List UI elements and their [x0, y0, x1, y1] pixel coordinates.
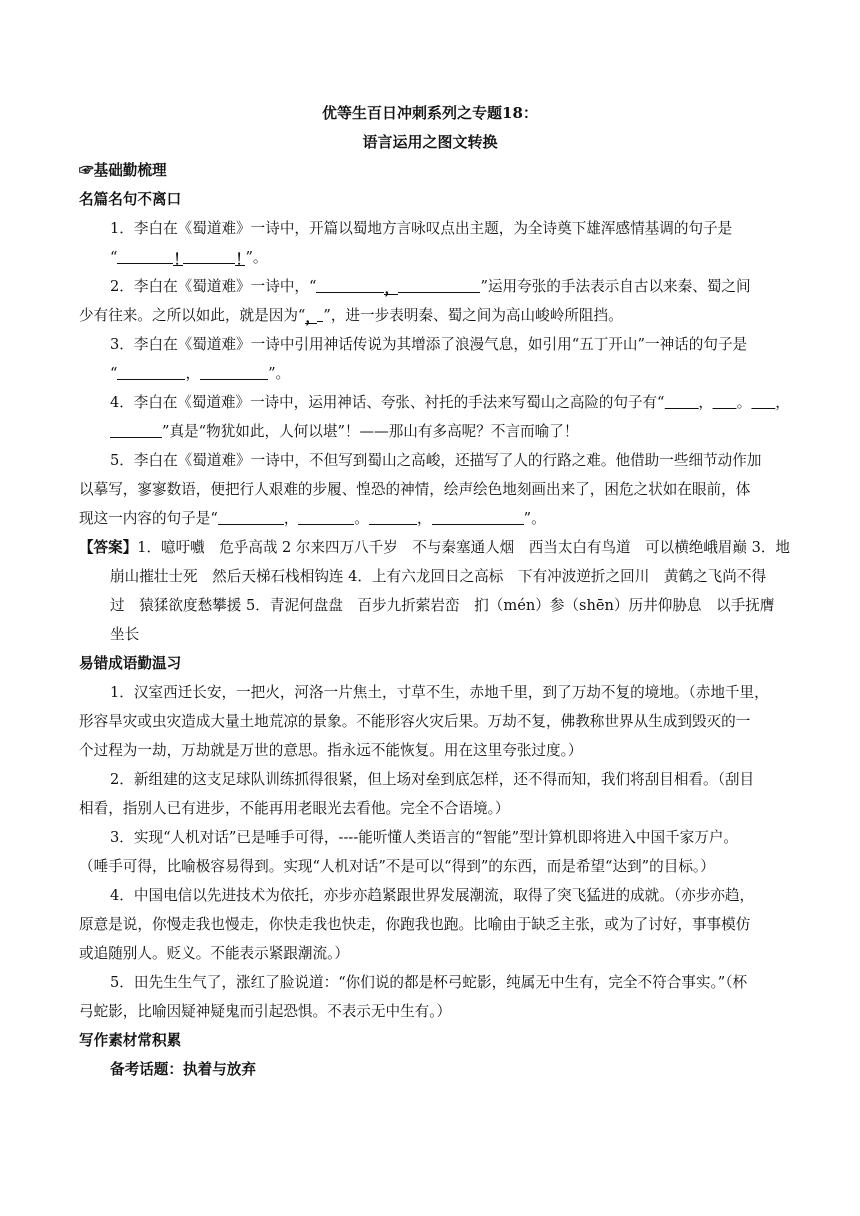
page-subtitle: 语言运用之图文转换: [362, 133, 498, 151]
idiom-4-line2: 原意是说，你慢走我也慢走，你快走我也快走，你跑我也跑。比喻由于缺乏主张，或为了讨好，事事模仿: [79, 916, 751, 933]
q3-blank-2[interactable]: [200, 365, 268, 380]
idiom-5-line1: 5．田先生生气了，涨红了脸说道：“你们说的都是杯弓蛇影，纯属无中生有，完全不符合事实。”（杯: [110, 974, 748, 991]
idiom-2-line1: 2．新组建的这支足球队训练抓得很紧，但上场对垒到底怎样，还不得而知，我们将刮目相看。（刮目: [110, 771, 755, 788]
q4-blank-2[interactable]: [713, 394, 737, 409]
idiom-3-line2: （唾手可得，比喻极容易得到。实现“人机对话”不是可以“得到”的东西，而是希望“达到”的目标。）: [79, 858, 715, 875]
q2-blank-1[interactable]: [316, 278, 384, 293]
section-heading-basics: ☞基础勤梳理: [79, 162, 167, 179]
q3-blanks: “ ， ”。: [110, 365, 291, 382]
q4-blank-3[interactable]: [751, 394, 775, 409]
q5-blank-3[interactable]: [369, 510, 417, 525]
q2-blank-2[interactable]: [398, 278, 480, 293]
heading-idioms: 易错成语勤温习: [79, 655, 182, 672]
q1-text: 1．李白在《蜀道难》一诗中，开篇以蜀地方言咏叹点出主题，为全诗奠下雄浑感情基调的句子是: [110, 220, 733, 237]
q5-line2: 以摹写，寥寥数语，便把行人艰难的步履、惶恐的神情，绘声绘色地刻画出来了，困危之状如在眼前，体: [79, 481, 751, 498]
q3-blank-1[interactable]: [117, 365, 185, 380]
q5-blank-2[interactable]: [298, 510, 354, 525]
q4-line2: ”真是“物犹如此，人何以堪”！——那山有多高呢？不言而喻了！: [110, 423, 578, 441]
page-title: 优等生百日冲刺系列之专题18：: [322, 104, 538, 122]
q4-blank-1[interactable]: [664, 394, 698, 409]
idiom-1-line1: 1．汉室西迁长安，一把火，河洛一片焦土，寸草不生，赤地千里，到了万劫不复的境地。（赤地千里，: [110, 684, 769, 701]
q5-line3: 现这一内容的句子是“ ， 。 ， ”。: [79, 510, 546, 527]
answer-line3: 过 猿猱欲度愁攀援 5．青泥何盘盘 百步九折萦岩峦 扪（mén）参（shēn）历井仰胁息 以手抚膺: [110, 597, 775, 614]
q1-blanks: “ ！ ！”。: [110, 249, 268, 268]
q5-line1: 5．李白在《蜀道难》一诗中，不但写到蜀山之高峻，还描写了人的行路之难。他借助一些细节动作加: [110, 452, 762, 469]
topic-line: 备考话题：执着与放弃: [110, 1061, 256, 1078]
idiom-1-line2: 形容旱灾或虫灾造成大量土地荒凉的景象。不能形容火灾后果。万劫不复，佛教称世界从生成到毁灭的一: [79, 713, 751, 730]
q5-blank-1[interactable]: [218, 510, 284, 525]
q3-text: 3．李白在《蜀道难》一诗中引用神话传说为其增添了浪漫气息，如引用“五丁开山”一神话的句子是: [110, 336, 748, 353]
heading-famous-lines: 名篇名句不离口: [79, 191, 182, 208]
q2-line2: 少有往来。之所以如此，就是因为“， ”，进一步表明秦、蜀之间为高山峻岭所阻挡。: [79, 307, 623, 326]
idiom-4-line1: 4．中国电信以先进技术为依托，亦步亦趋紧跟世界发展潮流，取得了突飞猛进的成就。（亦步亦趋，: [110, 887, 755, 904]
q4-blank-4[interactable]: [110, 423, 162, 438]
idiom-1-line3: 个过程为一劫，万劫就是万世的意思。指永远不能恢复。用在这里夸张过度。）: [79, 742, 583, 759]
q4-line1: 4．李白在《蜀道难》一诗中，运用神话、夸张、衬托的手法来写蜀山之高险的句子有“ ， 。 ，: [110, 394, 790, 411]
idiom-3-line1: 3．实现“人机对话”已是唾手可得，----能听懂人类语言的“智能”型计算机即将进入中国千家万户。: [110, 829, 739, 846]
answer-line1: 【答案】1．噫吁嚱 危乎高哉 2 尔来四万八千岁 不与秦塞通人烟 西当太白有鸟道 可以横绝峨眉巅 3．地: [79, 539, 790, 556]
q1-blank-1[interactable]: [117, 249, 173, 264]
idiom-5-line2: 弓蛇影，比喻因疑神疑鬼而引起恐惧。不表示无中生有。）: [79, 1003, 452, 1020]
heading-writing: 写作素材常积累: [79, 1032, 182, 1049]
idiom-2-line2: 相看，指别人已有进步，不能再用老眼光去看他。完全不合语境。）: [79, 800, 510, 817]
answer-line2: 崩山摧壮士死 然后天梯石栈相钩连 4．上有六龙回日之高标 下有冲波逆折之回川 黄鹤之飞尚不得: [110, 568, 767, 585]
q5-blank-4[interactable]: [432, 510, 524, 525]
answer-label: 【答案】: [79, 539, 138, 556]
q1-blank-2[interactable]: [183, 249, 235, 264]
idiom-4-line3: 或追随别人。贬义。不能表示紧跟潮流。）: [79, 945, 349, 962]
answer-line4: 坐长: [110, 626, 140, 643]
q2-line1: 2．李白在《蜀道难》一诗中，“ ， ”运用夸张的手法表示自古以来秦、蜀之间: [110, 278, 751, 297]
